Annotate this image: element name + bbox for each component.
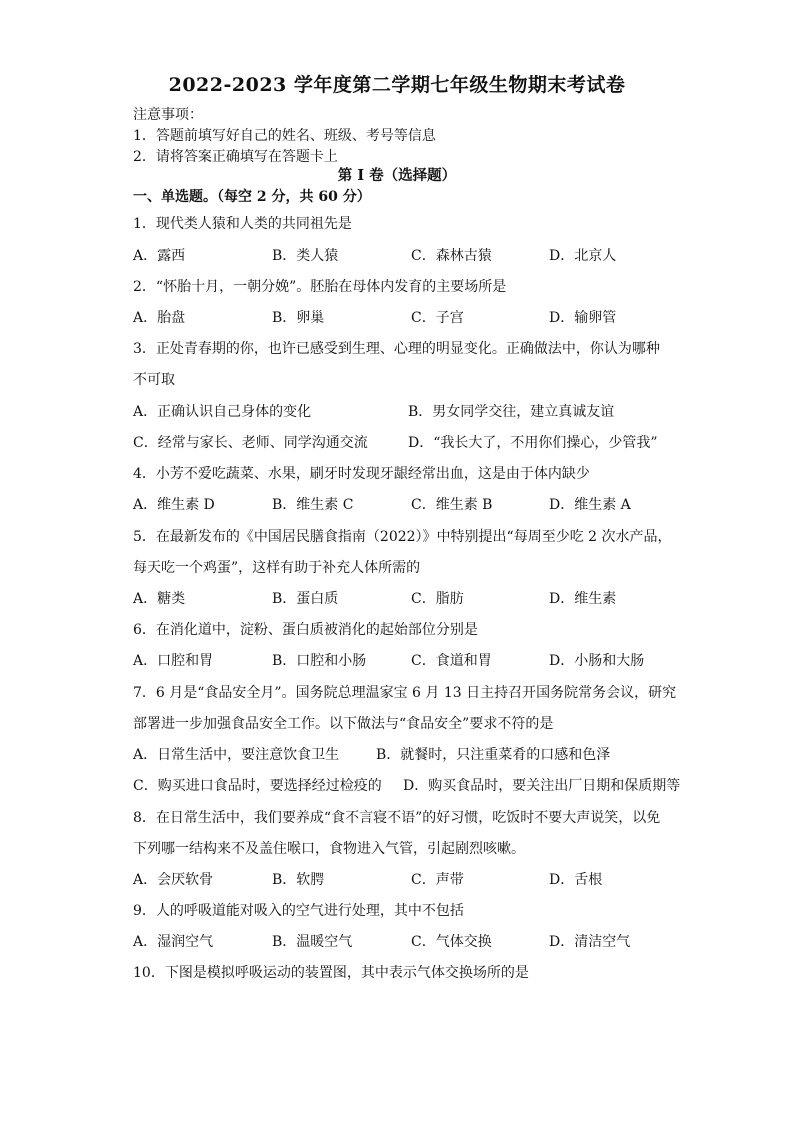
question-stem: 部署进一步加强食品安全工作。以下做法与“食品安全”要求不符的是 [133,716,554,732]
option-c: C．购买进口食品时，要选择经过检疫的 [133,778,382,794]
option-a: A．露西 [133,248,186,264]
option-a: A．糖类 [133,591,186,607]
option-b: B．口腔和小肠 [272,653,367,669]
option-b: B．就餐时，只注重菜肴的口感和色泽 [376,747,611,763]
option-a: A．胎盘 [133,310,186,326]
option-d: D．购买食品时，要关注出厂日期和保质期等 [403,778,681,794]
question-stem: 3．正处青春期的你，也许已感受到生理、心理的明显变化。正确做法中，你认为哪种 [133,341,660,357]
option-b: B．类人猿 [272,248,339,264]
part-title: 一、单选题。（每空 2 分，共 60 分） [133,189,371,205]
question-stem: 1．现代类人猿和人类的共同祖先是 [133,216,352,232]
option-a: A．会厌软骨 [133,872,214,888]
option-a: A．湿润空气 [133,934,214,950]
question-stem: 下列哪一结构来不及盖住喉口，食物进入气管，引起剧烈咳嗽。 [133,841,525,857]
question-stem: 4．小芳不爱吃蔬菜、水果，刷牙时发现牙龈经常出血，这是由于体内缺少 [133,466,590,482]
option-a: A．维生素 D [133,497,215,513]
volume-title: 第 I 卷（选择题） [337,167,457,184]
option-c: C．子宫 [411,310,464,326]
option-c: C．森林古猿 [411,248,492,264]
option-c: C．食道和胃 [411,653,492,669]
option-b: B．男女同学交往，建立真诚友谊 [408,404,615,420]
option-c: C．维生素 B [411,497,493,513]
question-stem: 6．在消化道中，淀粉、蛋白质被消化的起始部位分别是 [133,622,478,638]
notice-heading: 注意事项： [133,107,203,123]
question-stem: 5．在最新发布的《中国居民膳食指南（2022）》中特别提出“每周至少吃 2 次水产品， [133,529,672,545]
option-d: D．清洁空气 [549,934,631,950]
question-stem: 8．在日常生活中，我们要养成“食不言寝不语”的好习惯，吃饭时不要大声说笑，以免 [133,810,661,826]
question-stem: 7．6 月是“食品安全月”。国务院总理温家宝 6 月 13 日主持召开国务院常务会议，研究 [133,685,677,701]
notice-item: 1．答题前填写好自己的姓名、班级、考号等信息 [133,128,436,144]
option-b: B．温暖空气 [272,934,353,950]
option-d: D．输卵管 [549,310,617,326]
question-stem: 2．“怀胎十月，一朝分娩”。胚胎在母体内发育的主要场所是 [133,279,507,295]
option-a: A．日常生活中，要注意饮食卫生 [133,747,340,763]
option-c: C．脂肪 [411,591,464,607]
option-d: D．维生素 A [549,497,631,513]
option-d: D．北京人 [549,248,617,264]
option-b: B．维生素 C [272,497,354,513]
option-a: A．正确认识自己身体的变化 [133,404,312,420]
option-b: B．软腭 [272,872,325,888]
notice-item: 2．请将答案正确填写在答题卡上 [133,149,338,165]
option-d: D．舌根 [549,872,603,888]
option-c: C．声带 [411,872,464,888]
option-b: B．卵巢 [272,310,325,326]
option-a: A．口腔和胃 [133,653,214,669]
option-b: B．蛋白质 [272,591,339,607]
option-c: C．气体交换 [411,934,492,950]
option-d: D．维生素 [549,591,617,607]
option-d: D．小肠和大肠 [549,653,645,669]
question-stem: 不可取 [133,372,175,388]
option-d: D．“我长大了，不用你们操心，少管我” [408,435,658,451]
question-stem: 10．下图是模拟呼吸运动的装置图，其中表示气体交换场所的是 [133,965,529,981]
question-stem: 每天吃一个鸡蛋”，这样有助于补充人体所需的 [133,560,421,576]
exam-title: 2022-2023 学年度第二学期七年级生物期末考试卷 [168,74,626,96]
option-c: C．经常与家长、老师、同学沟通交流 [133,435,368,451]
question-stem: 9．人的呼吸道能对吸入的空气进行处理，其中不包括 [133,903,464,919]
